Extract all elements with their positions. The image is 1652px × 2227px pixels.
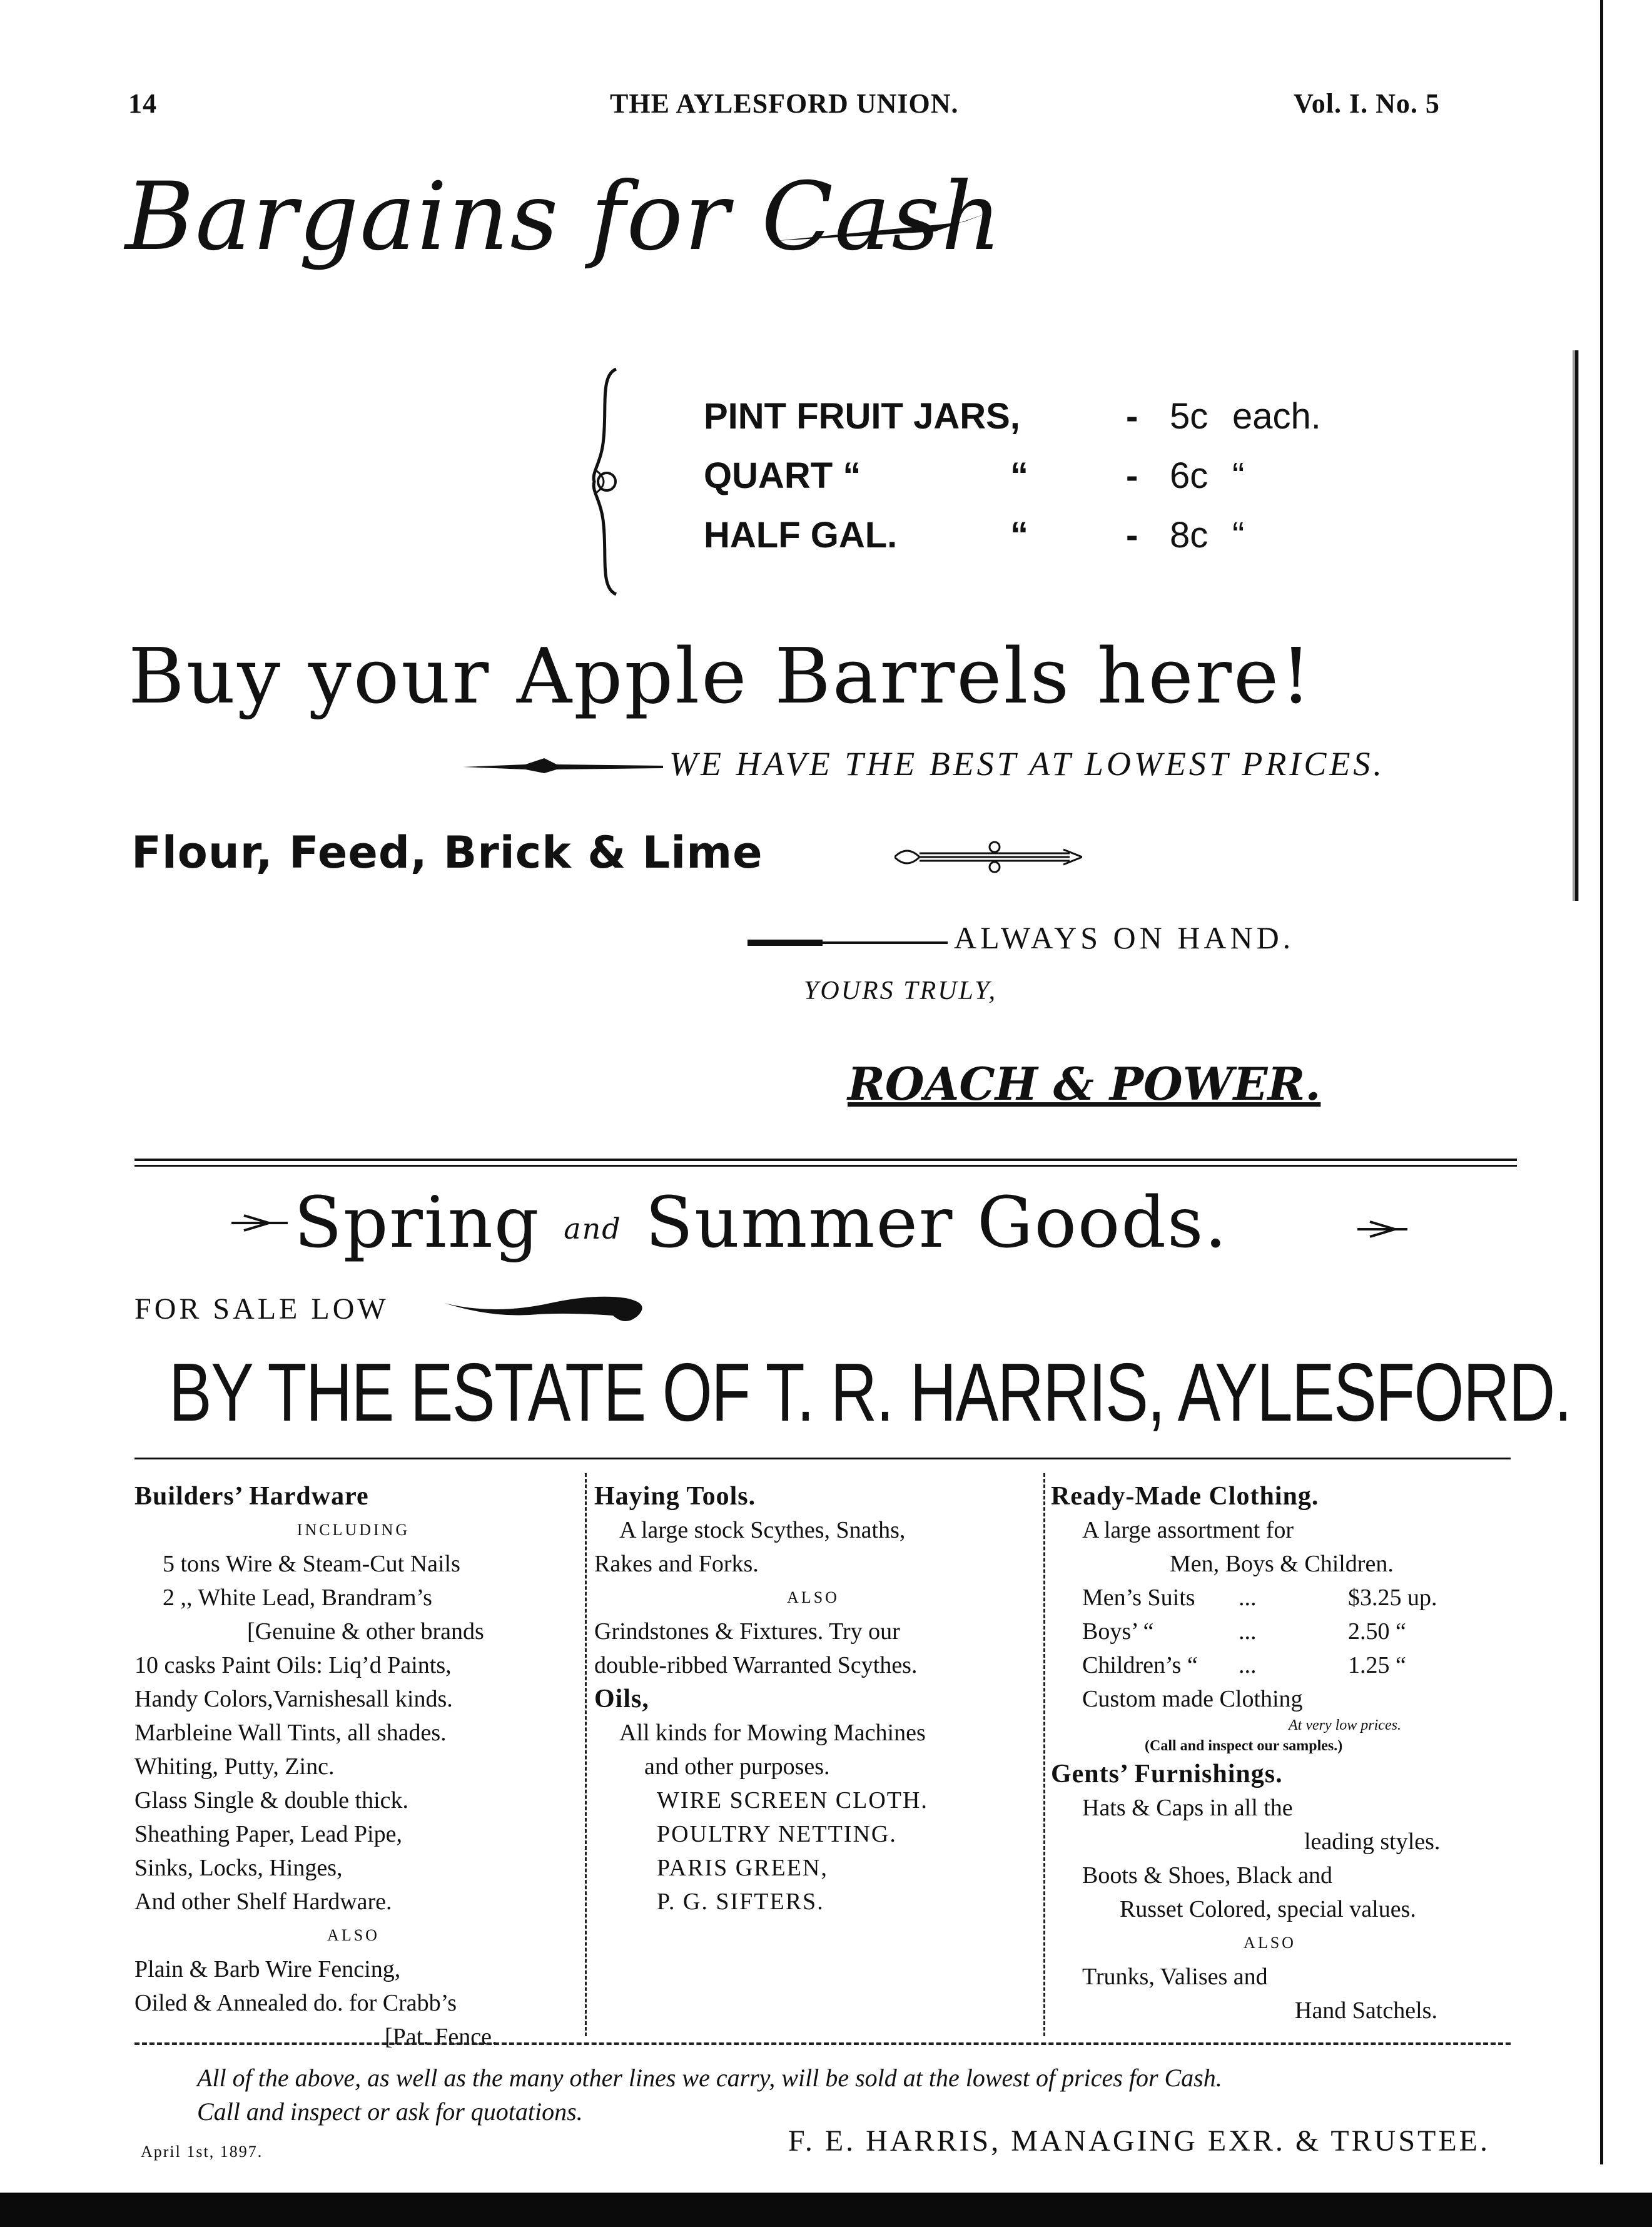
estate-headline: BY THE ESTATE OF T. R. HARRIS, AYLESFORD. [169,1346,1571,1438]
flour-feed-line: Flour, Feed, Brick & Lime [131,827,763,878]
list-item: P. G. SIFTERS. [657,1889,824,1915]
list-item: Sheathing Paper, Lead Pipe, [134,1821,402,1847]
list-item: A large assortment for [1082,1517,1294,1543]
clothing-heading: Ready-Made Clothing. [1051,1482,1319,1511]
custom-note: At very low prices. [1289,1717,1401,1733]
swash-flourish-icon [776,169,988,256]
brace-ornament-icon [588,363,638,601]
column-bottom-rule [134,2042,1511,2045]
page-edge-line [1600,0,1603,2164]
list-item: Oiled & Annealed do. for Crabb’s [134,1990,457,2016]
haying-tools-column [594,1479,1032,1919]
suit-item: Boys’ “ [1082,1618,1154,1645]
suit-price: 1.25 “ [1348,1652,1406,1678]
suit-item: Children’s “ [1082,1652,1198,1678]
suit-dots: ... [1239,1618,1257,1645]
list-item: Handy Colors,Varnishesall kinds. [134,1686,453,1712]
gents-heading: Gents’ Furnishings. [1051,1760,1283,1788]
list-item: 10 casks Paint Oils: Liq’d Paints, [134,1652,452,1678]
list-item: Boots & Shoes, Black and [1082,1862,1333,1889]
list-item: and other purposes. [644,1753,830,1780]
list-item: A large stock Scythes, Snaths, [619,1517,906,1543]
suit-price: $3.25 up. [1348,1585,1437,1611]
price-unit: each. [1232,396,1321,437]
list-item: [Pat. Fence. [385,2024,498,2050]
best-prices-tagline: WE HAVE THE BEST AT LOWEST PRICES. [669,745,1385,783]
price-dash: - [1126,396,1138,437]
bargains-title: Bargains for Cash [125,163,1003,271]
suit-price-row [1051,1581,1489,1615]
also-label: ALSO [787,1588,839,1606]
column-separator [585,1473,587,2036]
list-item: 5 tons Wire & Steam-Cut Nails [163,1551,460,1577]
scan-edge-artifact [1570,350,1584,901]
list-item: Hats & Caps in all the [1082,1795,1293,1821]
section-divider [134,1165,1517,1167]
advertiser-signature: ROACH & POWER. [848,1057,1321,1110]
price-value: 5c [1170,396,1209,437]
always-on-hand: ALWAYS ON HAND. [954,920,1295,955]
list-item: All kinds for Mowing Machines [619,1720,926,1746]
flourish-right-icon [1357,1217,1407,1242]
column-top-rule [134,1458,1511,1459]
column-separator [1043,1473,1045,2036]
dash-rule-icon [747,938,948,947]
list-item: Glass Single & double thick. [134,1787,409,1814]
title-and: and [564,1212,622,1245]
builders-heading: Builders’ Hardware [134,1482,369,1511]
oils-heading: Oils, [594,1685,649,1713]
list-item: Hand Satchels. [1295,1997,1437,2024]
closing-salutation: YOURS TRULY, [804,977,998,1005]
price-ditto: “ [1010,455,1028,496]
title-spring: Spring [294,1182,540,1264]
list-item: WIRE SCREEN CLOTH. [657,1787,928,1814]
list-item: PARIS GREEN, [657,1855,828,1881]
list-item: Grindstones & Fixtures. Try our [594,1618,900,1645]
flourish-ornament-icon [894,838,1082,876]
footer-signature: F. E. HARRIS, MANAGING EXR. & TRUSTEE. [788,2124,1490,2158]
footer-note-line: Call and inspect or ask for quotations. [197,2098,583,2126]
title-summer-goods: Summer Goods. [645,1182,1229,1264]
footer-note-line: All of the above, as well as the many other lines we carry, will be sold at the lowest of prices for Cash. [197,2064,1222,2092]
list-item: Custom made Clothing [1082,1686,1303,1712]
section-divider [134,1159,1517,1161]
price-unit: “ [1232,455,1245,496]
suit-price-row [1051,1615,1489,1648]
footer-date: April 1st, 1897. [141,2143,263,2161]
also-label: ALSO [327,1926,380,1944]
haying-heading: Haying Tools. [594,1482,756,1511]
for-sale-low: FOR SALE LOW [134,1292,389,1326]
list-item: Whiting, Putty, Zinc. [134,1753,335,1780]
page-bottom-bar [0,2193,1652,2227]
list-item: Sinks, Locks, Hinges, [134,1855,343,1881]
list-item: Marbleine Wall Tints, all shades. [134,1720,447,1746]
swash-flourish-icon [444,1291,644,1328]
price-item: HALF GAL. [704,515,898,555]
list-item: POULTRY NETTING. [657,1821,897,1847]
list-item: Plain & Barb Wire Fencing, [134,1956,401,1982]
price-dash: - [1126,455,1138,496]
price-value: 6c [1170,455,1209,496]
list-item: Russet Colored, special values. [1120,1896,1416,1922]
suit-dots: ... [1239,1652,1257,1678]
flourish-left-icon [231,1210,288,1235]
list-item: Men, Boys & Children. [1170,1551,1394,1577]
page-number: 14 [128,88,157,119]
apple-barrels-headline: Buy your Apple Barrels here! [128,632,1314,721]
also-label: ALSO [1244,1934,1296,1952]
suit-price-row [1051,1648,1489,1682]
volume-number: Vol. I. No. 5 [1294,88,1440,119]
list-item: leading styles. [1304,1829,1441,1855]
suit-dots: ... [1239,1585,1257,1611]
list-item: [Genuine & other brands [247,1618,484,1645]
price-value: 8c [1170,515,1209,555]
call-note: (Call and inspect our samples.) [1145,1738,1343,1754]
suit-price: 2.50 “ [1348,1618,1406,1645]
including-label: INCLUDING [296,1521,410,1539]
list-item: 2 ,, White Lead, Brandram’s [163,1585,432,1611]
list-item: double-ribbed Warranted Scythes. [594,1652,918,1678]
spring-summer-title [294,1182,1228,1264]
price-ditto: “ [1010,515,1028,555]
suit-item: Men’s Suits [1082,1585,1195,1611]
ready-made-clothing-column [1051,1479,1489,2027]
price-unit: “ [1232,515,1245,555]
list-item: And other Shelf Hardware. [134,1889,392,1915]
footer-note [197,2061,1511,2129]
arrow-rule-icon [463,758,663,773]
newspaper-title: THE AYLESFORD UNION. [610,88,959,119]
builders-hardware-column [134,1479,572,2054]
list-item: Rakes and Forks. [594,1551,759,1577]
price-item: QUART “ [704,455,861,496]
price-item: PINT FRUIT JARS, [704,396,1020,437]
list-item: Trunks, Valises and [1082,1964,1268,1990]
price-dash: - [1126,515,1138,555]
